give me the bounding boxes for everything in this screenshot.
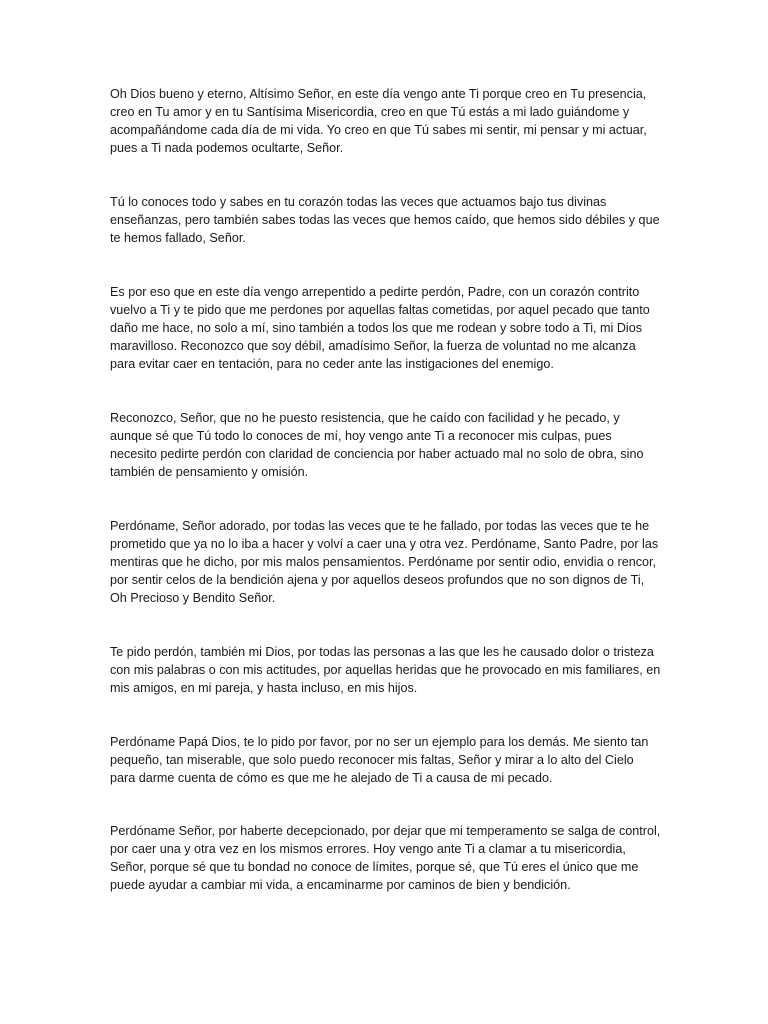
paragraph: Reconozco, Señor, que no he puesto resistencia, que he caído con facilidad y he pecado, y aunque sé que Tú todo lo conoces de mí, hoy vengo ante Ti a reconocer mis culpas, pues necesito pedirte perdón con claridad de conciencia por haber actuado mal no solo de obra, sino también de pensamiento y omisión.	[110, 411, 644, 479]
paragraph: Te pido perdón, también mi Dios, por todas las personas a las que les he causado dolor o tristeza con mis palabras o con mis actitudes, por aquellas heridas que he provocado en mis familiares, en mis amigos, en mi pareja, y hasta incluso, en mis hijos.	[110, 645, 661, 695]
paragraph: Perdóname, Señor adorado, por todas las veces que te he fallado, por todas las veces que te he prometido que ya no lo iba a hacer y volví a caer una y otra vez. Perdóname, Santo Padre, por las mentiras que he dicho, por mis malos pensamientos. Perdóname por sentir odio, envidia o rencor, por sentir celos de la bendición ajena y por aquellos deseos profundos que no son dignos de Ti, Oh Precioso y Bendito Señor.	[110, 519, 659, 605]
paragraph: Tú lo conoces todo y sabes en tu corazón todas las veces que actuamos bajo tus divinas enseñanzas, pero también sabes todas las veces que hemos caído, que hemos sido débiles y que te hemos fallado, Señor.	[110, 195, 660, 245]
paragraph: Es por eso que en este día vengo arrepentido a pedirte perdón, Padre, con un corazón contrito vuelvo a Ti y te pido que me perdones por aquellas faltas cometidas, por aquel pecado que tanto daño me hace, no solo a mí, sino también a todos los que me rodean y sobre todo a Ti, mi Dios maravilloso. Reconozco que soy débil, amadísimo Señor, la fuerza de voluntad no me alcanza para evitar caer en tentación, para no ceder ante las instigaciones del enemigo.	[110, 285, 650, 371]
paragraph: Oh Dios bueno y eterno, Altísimo Señor, en este día vengo ante Ti porque creo en Tu presencia, creo en Tu amor y en tu Santísima Misericordia, creo en que Tú estás a mi lado guiándome y acompañándome cada día de mi vida. Yo creo en que Tú sabes mi sentir, mi pensar y mi actuar, pues a Ti nada podemos ocultarte, Señor.	[110, 87, 647, 155]
paragraph: Perdóname Papá Dios, te lo pido por favor, por no ser un ejemplo para los demás. Me siento tan pequeño, tan miserable, que solo puedo reconocer mis faltas, Señor y mirar a lo alto del Cielo para darme cuenta de cómo es que me he alejado de Ti a causa de mi pecado.	[110, 735, 649, 785]
paragraph: Perdóname Señor, por haberte decepcionado, por dejar que mi temperamento se salga de control, por caer una y otra vez en los mismos errores. Hoy vengo ante Ti a clamar a tu misericordia, Señor, porque sé que tu bondad no conoce de límites, porque sé, que Tú eres el único que me puede ayudar a cambiar mi vida, a encaminarme por caminos de bien y bendición.	[110, 824, 661, 892]
